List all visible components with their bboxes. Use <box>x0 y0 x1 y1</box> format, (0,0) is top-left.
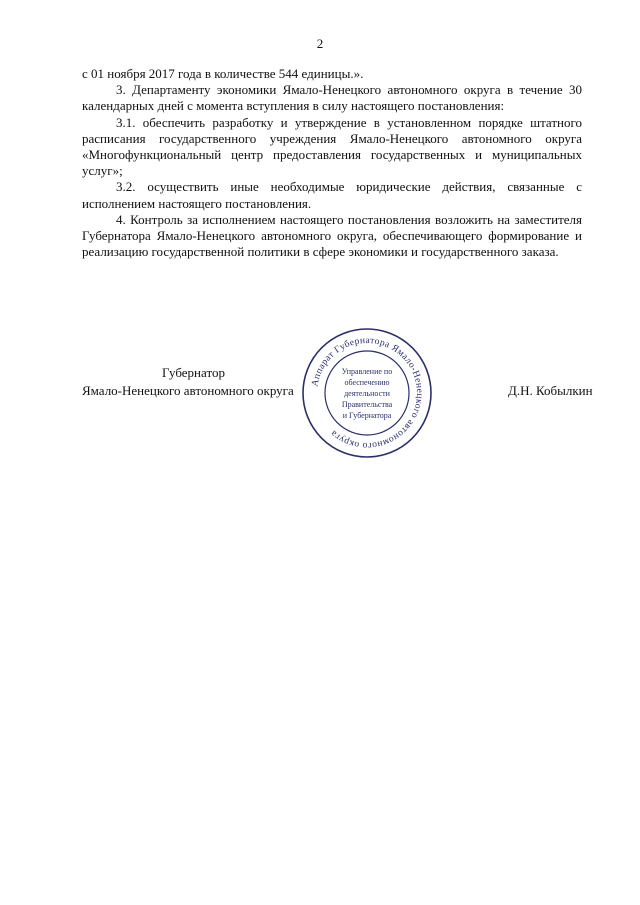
stamp-ring-text: Аппарат Губернатора Ямало-Ненецкого автономного округа <box>310 335 425 451</box>
stamp-inner-line-3: деятельности <box>344 389 390 398</box>
stamp-inner-line-2: обеспечению <box>344 378 390 387</box>
document-body <box>82 66 582 260</box>
stamp-inner-text <box>342 367 393 420</box>
paragraph-2: 3. Департаменту экономики Ямало-Ненецкого автономного округа в течение 30 календарных дней с момента вступления в силу настоящего постановления: <box>82 82 582 114</box>
stamp-inner-line-5: и Губернатора <box>342 411 392 420</box>
signature-block <box>0 335 640 465</box>
signatory-title-line2: Ямало-Ненецкого автономного округа <box>82 383 294 398</box>
signatory-title-line1: Губернатор <box>162 365 225 380</box>
signatory-name: Д.Н. Кобылкин <box>508 383 593 398</box>
paragraph-4: 3.2. осуществить иные необходимые юридические действия, связанные с исполнением настоящего постановления. <box>82 179 582 211</box>
stamp-inner-line-1: Управление по <box>341 367 393 376</box>
paragraph-5: 4. Контроль за исполнением настоящего постановления возложить на заместителя Губернатора Ямало-Ненецкого автономного округа, обеспечивающего формирование и реализацию государственной политики в сфере экономики и государственного заказа. <box>82 211 582 260</box>
stamp-inner-line-4: Правительства <box>341 400 393 409</box>
page-number: 2 <box>316 36 324 51</box>
paragraph-3: 3.1. обеспечить разработку и утверждение в установленном порядке штатного расписания государственного учреждения Ямало-Ненецкого автономного округа «Многофункциональный центр предоставления государственных и муниципальных услуг»; <box>82 114 582 179</box>
official-stamp <box>299 325 435 461</box>
paragraph-1: с 01 ноября 2017 года в количестве 544 единицы.». <box>82 66 364 81</box>
